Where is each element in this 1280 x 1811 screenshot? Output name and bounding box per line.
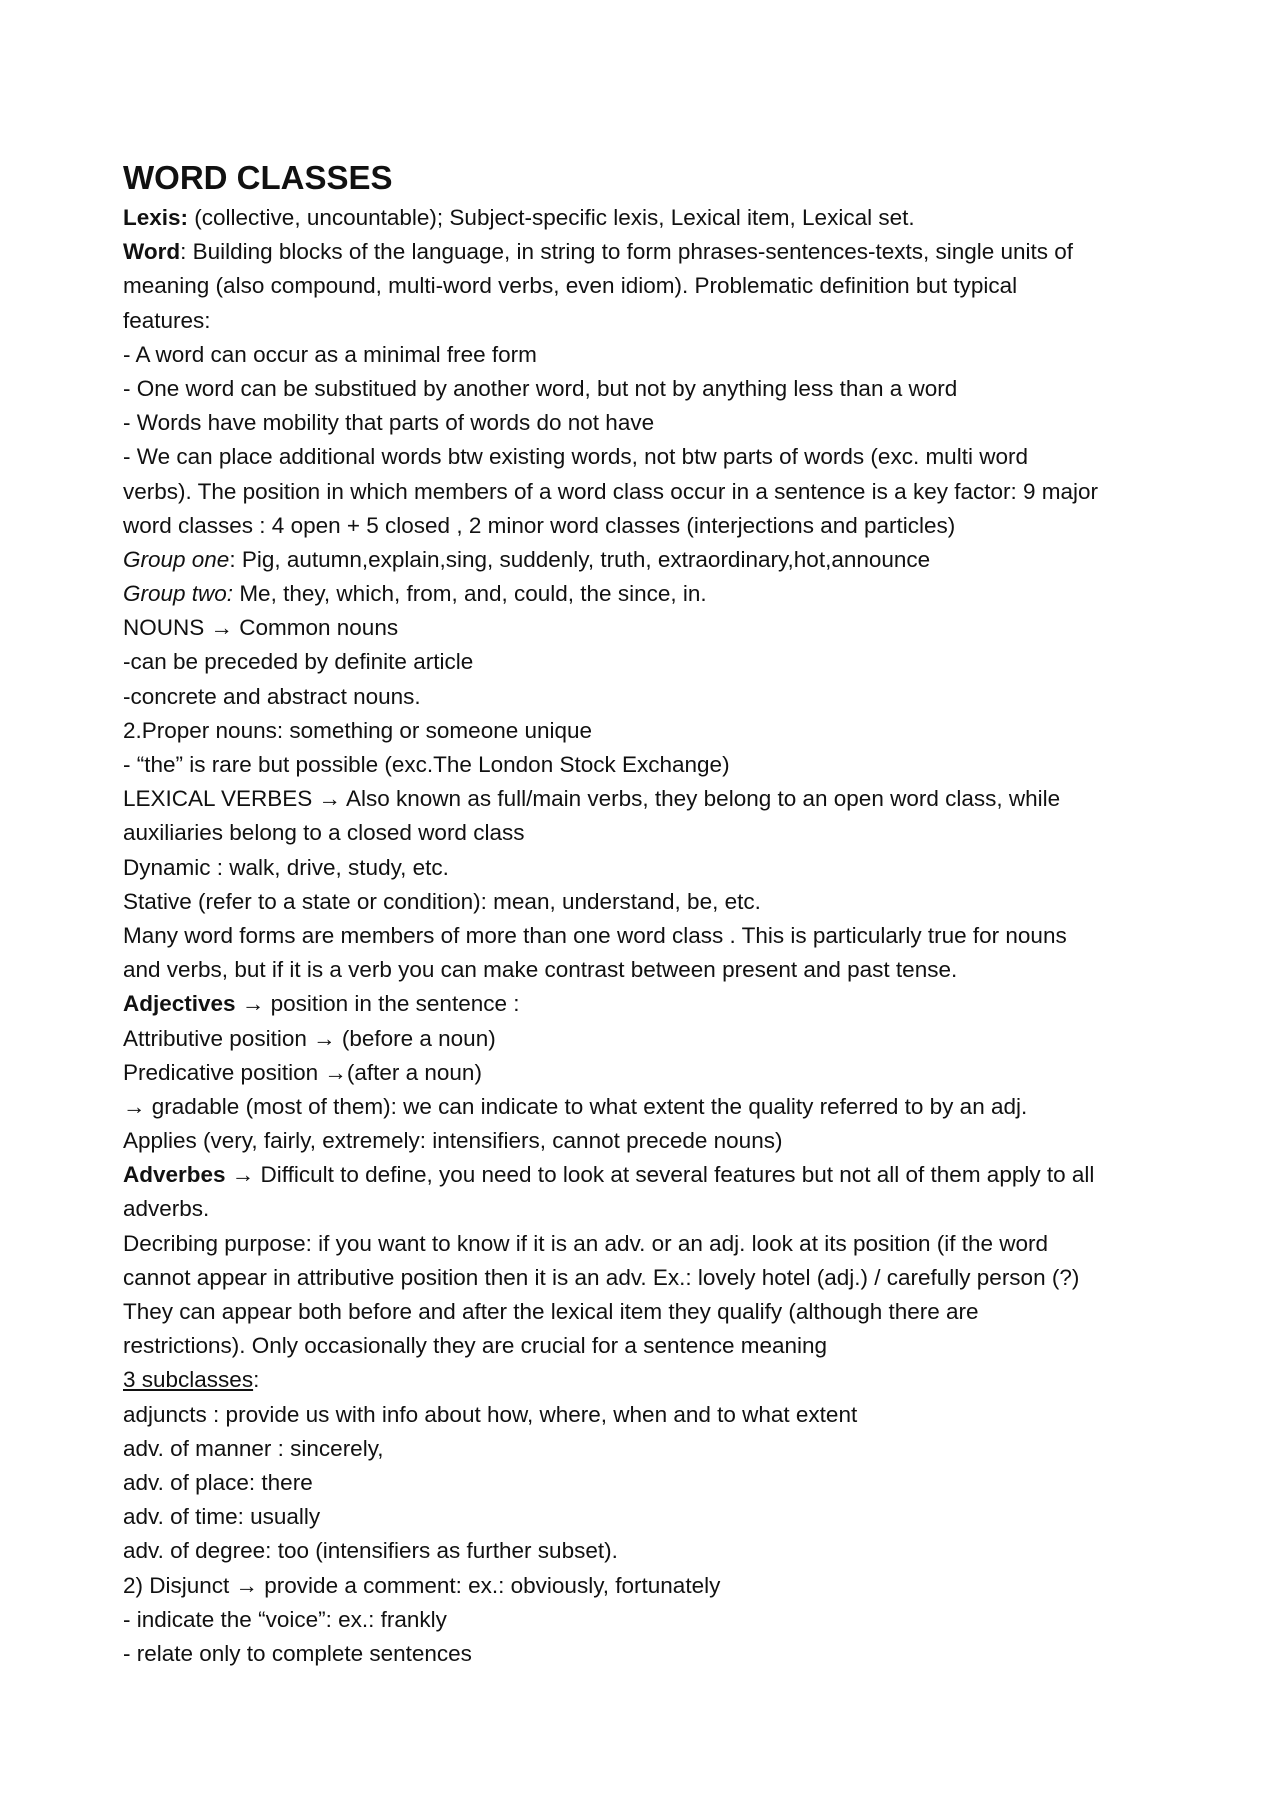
- text-line: - “the” is rare but possible (exc.The London Stock Exchange): [123, 752, 730, 777]
- text-line: - We can place additional words btw existing words, not btw parts of words (exc. multi word: [123, 444, 1028, 470]
- text-line: Applies (very, fairly, extremely: intensifiers, cannot precede nouns): [123, 1128, 783, 1154]
- text-line: and verbs, but if it is a verb you can make contrast between present and past tense.: [123, 957, 958, 983]
- line-adverbes: Adverbes → Difficult to define, you need to look at several features but not all of them apply to all: [123, 1162, 1095, 1188]
- term-group-two: Group two:: [123, 581, 234, 607]
- text-line: verbs). The position in which members of a word class occur in a sentence is a key factor: 9 major: [123, 478, 1099, 504]
- text-line: Dynamic : walk, drive, study, etc.: [123, 854, 449, 880]
- text-line: adjuncts : provide us with info about how, where, when and to what extent: [123, 1401, 858, 1427]
- text-line: adv. of degree: too (intensifiers as further subset).: [123, 1538, 618, 1564]
- text-line: Attributive position → (before a noun): [123, 1025, 496, 1051]
- term-lexis: Lexis:: [123, 205, 189, 230]
- text-line: -can be preceded by definite article: [123, 649, 474, 675]
- text-line: restrictions). Only occasionally they are crucial for a sentence meaning: [123, 1333, 828, 1359]
- text-line: features:: [123, 307, 211, 333]
- line-subclasses: 3 subclasses:: [123, 1367, 260, 1393]
- text-line: - One word can be substitued by another word, but not by anything less than a word: [123, 375, 958, 401]
- term-adverbes: Adverbes: [123, 1162, 226, 1188]
- line-group-one: Group one: Pig, autumn,explain,sing, suddenly, truth, extraordinary,hot,announce: [123, 546, 931, 572]
- line-group-two: Group two: Me, they, which, from, and, could, the since, in.: [123, 581, 707, 607]
- text-line: Predicative position →(after a noun): [123, 1059, 482, 1085]
- term-subclasses: 3 subclasses: [123, 1367, 254, 1393]
- text-line: → gradable (most of them): we can indicate to what extent the quality referred to by an adj.: [123, 1093, 1028, 1119]
- text-line: meaning (also compound, multi-word verbs, even idiom). Problematic definition but typical: [123, 273, 1018, 299]
- text-line: cannot appear in attributive position then it is an adv. Ex.: lovely hotel (adj.) / carefully person (?): [123, 1264, 1080, 1290]
- text-line: -concrete and abstract nouns.: [123, 683, 421, 709]
- text-line: - A word can occur as a minimal free form: [123, 341, 537, 367]
- term-group-one: Group one: [123, 546, 230, 572]
- text-line: auxiliaries belong to a closed word class: [123, 820, 525, 846]
- text-line: - indicate the “voice”: ex.: frankly: [123, 1606, 447, 1632]
- line-word: Word: Building blocks of the language, in string to form phrases-sentences-texts, single units of: [123, 239, 1074, 265]
- text-line: adverbs.: [123, 1196, 210, 1222]
- text-line: 2) Disjunct → provide a comment: ex.: obviously, fortunately: [123, 1572, 721, 1598]
- text-line: LEXICAL VERBES → Also known as full/main verbs, they belong to an open word class, while: [123, 786, 1061, 812]
- text-line: adv. of time: usually: [123, 1504, 321, 1530]
- document-page: [123, 158, 1183, 1671]
- text-line: word classes : 4 open + 5 closed , 2 minor word classes (interjections and particles): [123, 512, 956, 538]
- text-line: adv. of manner : sincerely,: [123, 1435, 384, 1461]
- term-adjectives: Adjectives: [123, 991, 236, 1017]
- text-line: Stative (refer to a state or condition): mean, understand, be, etc.: [123, 888, 761, 914]
- text-line: - relate only to complete sentences: [123, 1640, 472, 1666]
- text-line: Many word forms are members of more than one word class . This is particularly true for nouns: [123, 922, 1067, 948]
- text-line: NOUNS → Common nouns: [123, 615, 399, 641]
- text-line: 2.Proper nouns: something or someone unique: [123, 717, 593, 743]
- document-title: WORD CLASSES: [123, 159, 393, 196]
- text-line: Decribing purpose: if you want to know if it is an adv. or an adj. look at its position (if the word: [123, 1230, 1049, 1256]
- term-word: Word: [123, 239, 181, 265]
- line-lexis: Lexis: (collective, uncountable); Subject-specific lexis, Lexical item, Lexical set.: [123, 205, 915, 230]
- text-line: - Words have mobility that parts of words do not have: [123, 410, 655, 436]
- line-adjectives: Adjectives → position in the sentence :: [123, 991, 520, 1017]
- text-line: adv. of place: there: [123, 1469, 313, 1495]
- text-line: They can appear both before and after the lexical item they qualify (although there are: [123, 1299, 979, 1324]
